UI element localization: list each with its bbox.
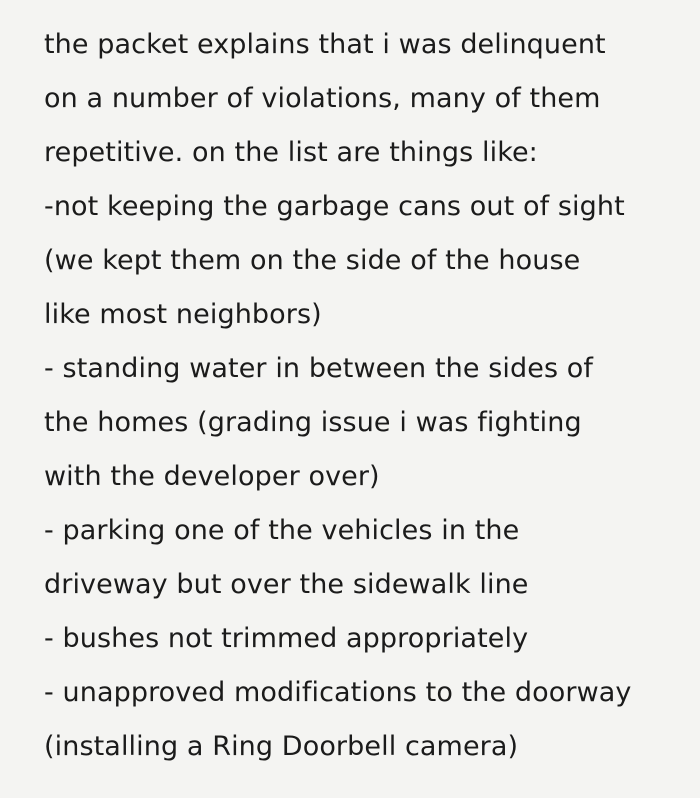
text-line: with the developer over) [44,461,380,492]
text-line: - standing water in between the sides of [44,353,594,384]
text-line: - parking one of the vehicles in the [44,515,520,546]
text-line: on a number of violations, many of them [44,83,601,114]
text-line: the packet explains that i was delinquent [44,29,606,60]
text-line: (installing a Ring Doorbell camera) [44,731,519,762]
text-line: the homes (grading issue i was fighting [44,407,582,438]
post-text-block [44,18,694,774]
text-line: like most neighbors) [44,299,322,330]
text-line: - unapproved modifications to the doorway [44,677,632,708]
text-line: - bushes not trimmed appropriately [44,623,529,654]
text-line: repetitive. on the list are things like: [44,137,538,168]
text-line: (we kept them on the side of the house [44,245,581,276]
text-line: driveway but over the sidewalk line [44,569,529,600]
text-line: -not keeping the garbage cans out of sight [44,191,625,222]
